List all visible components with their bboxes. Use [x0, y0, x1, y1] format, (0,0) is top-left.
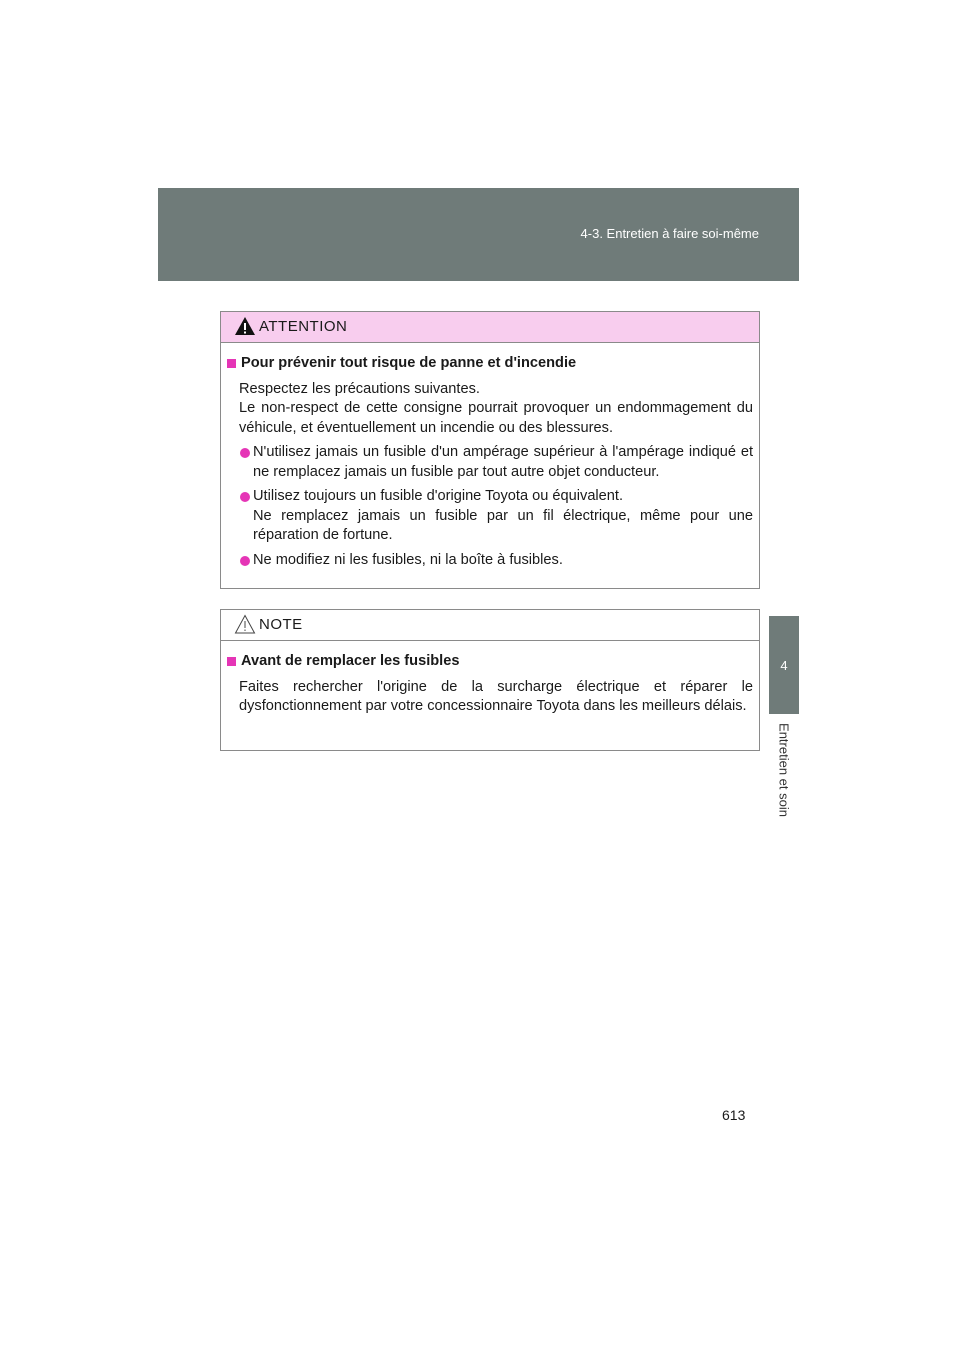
- round-bullet-icon: [240, 492, 250, 502]
- bullet-text: Utilisez toujours un fusible d'origine Toyota ou équivalent.: [253, 488, 624, 504]
- warning-outline-icon: [234, 614, 256, 634]
- list-item: [227, 551, 753, 571]
- chapter-tab: [769, 616, 799, 714]
- note-title: NOTE: [259, 616, 303, 633]
- note-text: Faites rechercher l'origine de la surcharge électrique et réparer le dysfonctionnement par votre concessionnaire Toyota dans les meilleurs délais.: [239, 678, 753, 714]
- attention-subtitle: [227, 354, 753, 374]
- round-bullet-icon: [240, 556, 250, 566]
- attention-body: [221, 343, 759, 570]
- chapter-label-text: Entretien et soin: [776, 723, 792, 817]
- square-bullet-icon: [227, 359, 236, 368]
- chapter-number: 4: [780, 658, 788, 673]
- bullet-text-extra: Ne remplacez jamais un fusible par un fil électrique, même pour une réparation de fortune.: [253, 507, 753, 543]
- list-item: [227, 443, 753, 482]
- attention-title: ATTENTION: [259, 318, 348, 335]
- attention-intro-1: Respectez les précautions suivantes.: [239, 380, 480, 397]
- note-body: [221, 641, 759, 717]
- square-bullet-icon: [227, 657, 236, 666]
- bullet-text: Ne modifiez ni les fusibles, ni la boîte à fusibles.: [253, 551, 563, 568]
- list-item: [227, 487, 753, 546]
- round-bullet-icon: [240, 448, 250, 458]
- bullet-text: N'utilisez jamais un fusible d'un ampérage supérieur à l'ampérage indiqué et ne remplacez jamais un fusible par tout autre objet conducteur.: [253, 444, 753, 480]
- note-subtitle: [227, 652, 753, 672]
- note-box: [220, 609, 760, 751]
- header-band: [158, 188, 799, 281]
- note-header: [221, 610, 759, 641]
- attention-intro: [227, 380, 753, 439]
- warning-filled-icon: [234, 316, 256, 336]
- page-number: 613: [722, 1107, 746, 1123]
- note-subtitle-text: Avant de remplacer les fusibles: [241, 653, 460, 669]
- attention-header: [221, 312, 759, 343]
- attention-box: [220, 311, 760, 589]
- attention-intro-2: Le non-respect de cette consigne pourrait provoquer un endommagement du véhicule, et éventuellement un incendie ou des blessures.: [239, 400, 753, 436]
- attention-subtitle-text: Pour prévenir tout risque de panne et d'incendie: [241, 355, 577, 371]
- section-title: 4-3. Entretien à faire soi-même: [580, 226, 759, 241]
